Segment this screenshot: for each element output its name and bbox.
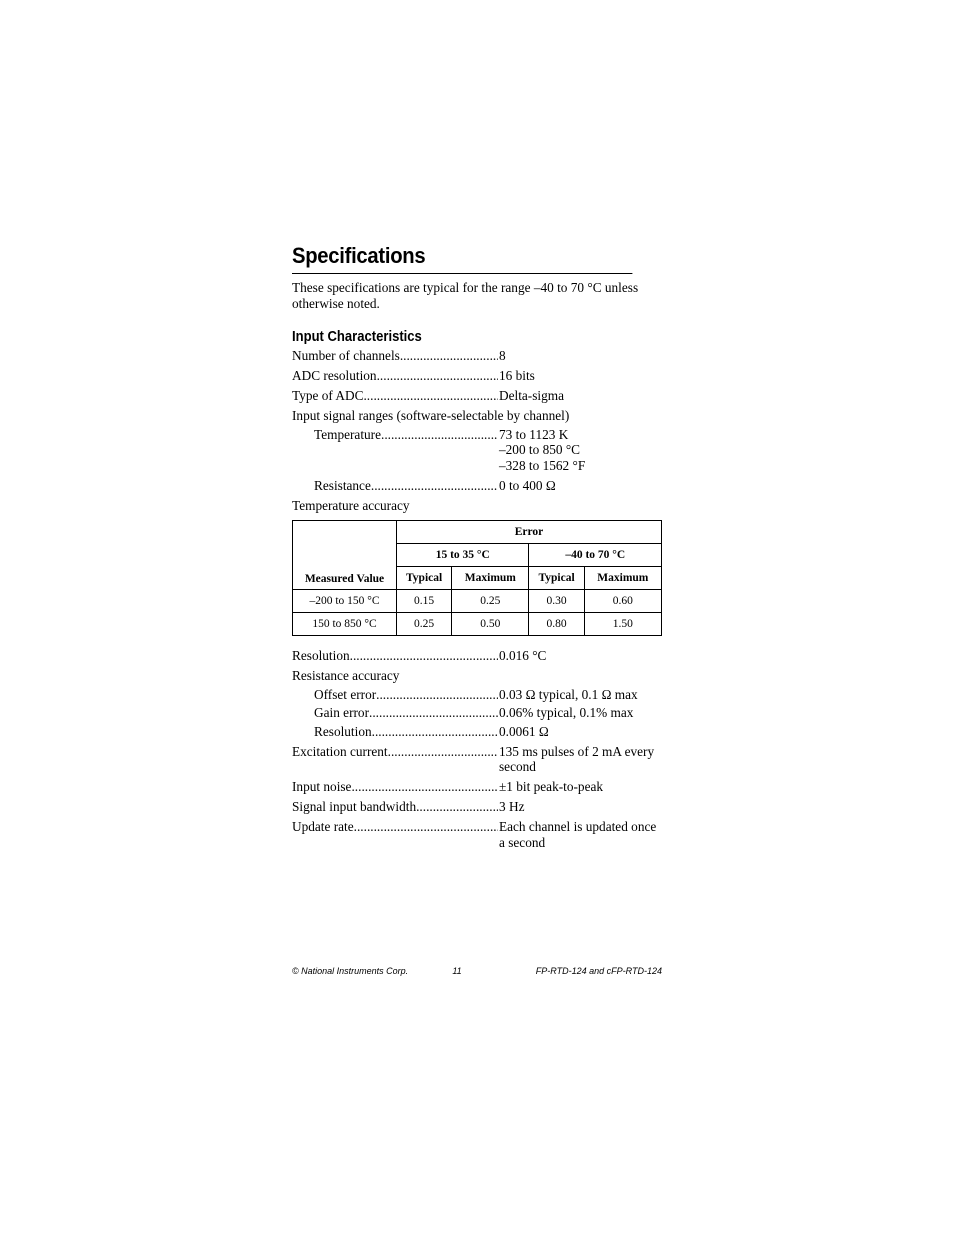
section-heading: Input Characteristics — [292, 329, 422, 345]
spec-value: ±1 bit peak-to-peak — [499, 779, 604, 794]
spec-label: Input noise — [292, 779, 352, 794]
spec-adc-type — [292, 388, 662, 404]
col-header-maximum: Maximum — [584, 567, 661, 590]
spec-label: Resistance — [314, 477, 371, 493]
accuracy-table — [292, 520, 662, 636]
spec-value: Delta-sigma — [499, 388, 564, 403]
table-cell: 1.50 — [584, 613, 661, 636]
col-header-range2: –40 to 70 °C — [529, 544, 662, 567]
footer-copyright: © National Instruments Corp. — [292, 966, 409, 976]
spec-adc-resolution — [292, 368, 662, 384]
spec-value: 0.016 °C — [499, 648, 547, 663]
spec-label: Gain error — [314, 705, 370, 720]
col-header-error: Error — [397, 521, 662, 544]
page-content — [292, 243, 662, 850]
col-header-measured: Measured Value — [293, 521, 397, 590]
table-cell: 0.50 — [452, 613, 529, 636]
spec-label: Update rate — [292, 819, 354, 834]
spec-value: 0.0061 Ω — [499, 723, 549, 739]
intro-paragraph: These specifications are typical for the range –40 to 70 °C unless otherwise noted. — [292, 280, 639, 311]
page-footer — [292, 966, 662, 976]
spec-value: 73 to 1123 K — [499, 426, 569, 442]
spec-offset-error — [292, 687, 662, 703]
spec-value: 8 — [499, 348, 506, 363]
spec-value: 3 Hz — [499, 799, 525, 814]
table-cell: 0.60 — [584, 590, 661, 613]
spec-label: Signal input bandwidth — [292, 799, 417, 814]
temp-accuracy-heading: Temperature accuracy — [292, 497, 410, 513]
spec-gain-error — [292, 705, 662, 721]
spec-temperature — [292, 427, 662, 474]
col-header-typical: Typical — [529, 567, 584, 590]
spec-label: Offset error — [314, 686, 377, 702]
spec-resolution — [292, 648, 662, 664]
table-row — [293, 590, 662, 613]
table-cell: –200 to 150 °C — [293, 590, 397, 613]
spec-label: Excitation current — [292, 743, 388, 759]
spec-label: Resolution — [314, 723, 372, 739]
spec-input-noise — [292, 779, 662, 795]
page-title: Specifications — [292, 243, 632, 274]
spec-res-resolution — [292, 724, 662, 740]
col-header-typical: Typical — [397, 567, 452, 590]
spec-label: Resolution — [292, 648, 350, 663]
spec-bandwidth — [292, 799, 662, 815]
table-cell: 0.80 — [529, 613, 584, 636]
table-cell: 150 to 850 °C — [293, 613, 397, 636]
spec-excitation — [292, 744, 662, 775]
spec-value: –328 to 1562 °F — [499, 457, 586, 473]
spec-label: ADC resolution — [292, 368, 377, 383]
spec-value: 0.03 Ω typical, 0.1 Ω max — [499, 686, 638, 702]
spec-value: 135 ms pulses of 2 mA every second — [499, 743, 655, 774]
page-number: 11 — [452, 966, 462, 976]
table-row — [293, 613, 662, 636]
spec-resistance — [292, 478, 662, 494]
spec-label: Temperature — [314, 426, 381, 442]
spec-value: 0.06% typical, 0.1% max — [499, 705, 634, 720]
ranges-heading: Input signal ranges (software-selectable by channel) — [292, 408, 570, 423]
col-header-range1: 15 to 35 °C — [397, 544, 529, 567]
table-cell: 0.25 — [452, 590, 529, 613]
table-cell: 0.25 — [397, 613, 452, 636]
spec-update-rate — [292, 819, 662, 850]
spec-value: –200 to 850 °C — [499, 442, 581, 457]
spec-value: 0 to 400 Ω — [499, 477, 556, 493]
table-cell: 0.15 — [397, 590, 452, 613]
table-cell: 0.30 — [529, 590, 584, 613]
footer-product: FP-RTD-124 and cFP-RTD-124 — [535, 966, 662, 976]
spec-value: Each channel is updated once a second — [499, 819, 657, 850]
spec-label: Number of channels — [292, 348, 400, 363]
res-accuracy-heading: Resistance accuracy — [292, 668, 400, 683]
spec-label: Type of ADC — [292, 388, 364, 403]
col-header-maximum: Maximum — [452, 567, 529, 590]
spec-value: 16 bits — [499, 368, 535, 383]
spec-channels — [292, 348, 662, 364]
